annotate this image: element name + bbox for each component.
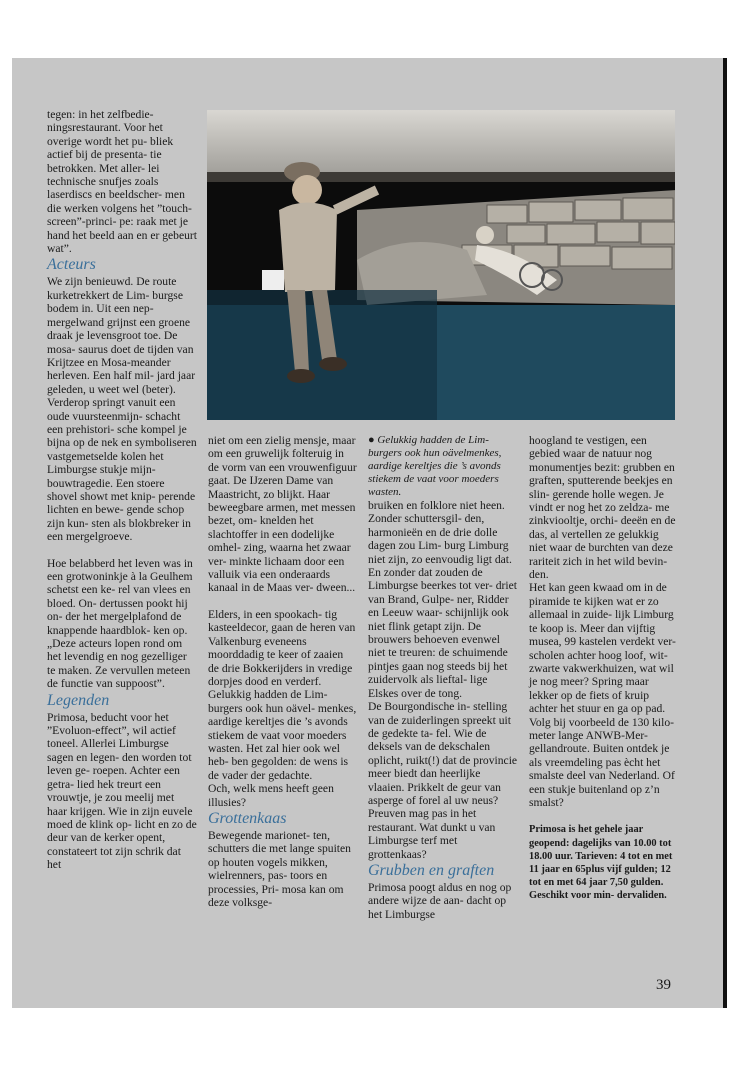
heading-legenden: Legenden bbox=[47, 691, 110, 709]
column-3 bbox=[368, 434, 518, 921]
col2-paragraph-1: niet om een zielig mensje, maar om een gruwelijk folteruig in de vorm van een vrouwenfiguur gaat. De IJzeren Dame van Maastricht, zo blijkt. Haar beweegbare armen, met messen bezet, om- knelden het slachtoffer in een dodelijke omhel- zing, waarna het zwaar ver- minkte lichaam door een valluik via een onderaards kanaal in de Maas ver- dween... bbox=[208, 434, 357, 595]
heading-acteurs: Acteurs bbox=[47, 256, 96, 274]
grottenkaas-paragraph-1: Bewegende marionet- ten, schutters die met lange spuiten op houten vogels mikken, wielrenners, pas- toors en processies, Pri- mosa kan om deze volksge- bbox=[208, 828, 351, 909]
acteurs-paragraph-2: Verderop springt vanuit een oude vuursteenmijn- schacht een prehistori- sche kompel je bijna op de nek en symboliseren vastgemetselde kolen het Limburgse stukje mijn- bouwtragedie. Een stoere shovel showt met knip- perende lichten en bewe- gende schop zijn kun- sten als blokbreker in een mergelgroeve. bbox=[47, 396, 197, 544]
heading-grubben-en-graften: Grubben en graften bbox=[368, 861, 495, 879]
intro-paragraph: tegen: in het zelfbedie- ningsrestaurant. Voor het overige wordt het pu- bliek actief bij de presenta- tie betrokken. Met aller- lei technische snufjes zoals laserdiscs en beeldscher- men die werken volgens het ”touch-screen”-princi- pe: raak met je hand het beeld aan en er gebeurt wat”. bbox=[47, 108, 197, 256]
col2-paragraph-3: Och, welk mens heeft geen illusies? bbox=[208, 782, 334, 809]
column-1 bbox=[47, 108, 197, 872]
col4-paragraph-2: Het kan geen kwaad om in de piramide te kijken wat er zo allemaal in zuide- lijk Limburg te koop is. Meer dan vijftig musea, 99 kastelen verdekt ver- scholen achter hoog loof, wit-zwarte vakwerkhuizen, wat wil je nog meer? Spring maar lekker op de fiets of kruip achter het stuur en ga op pad. Volg bij voorbeeld de 130 kilo- meter lange ANWB-Mer- gellandroute. Buiten ontdek je als vreemdeling pas ècht het smalste deel van Nederland. Of een stukje buitenland op z’n smalst? bbox=[529, 581, 676, 809]
acteurs-paragraph-3: Hoe belabberd het leven was in een grotwoninkje à la Geulhem schetst een ke- rel van vlees en bloed. On- dertussen pookt hij on- der het mergelplafond de knappende haardblok- ken op. „Deze acteurs lopen rond om het levendig en nog gezelliger te maken. Ze vervullen meteen de functie van suppoost”. bbox=[47, 556, 193, 691]
col3-paragraph-2: De Bourgondische in- stelling van de zuiderlingen spreekt uit de gedekte ta- fel. Wie de deksels van de dekschalen oplicht, ruikt(!) dat de provincie meer biedt dan heerlijke vlaaien. Prikkelt de geur van asperge of forel al uw neus? Preuven mag pas in het restaurant. Wat dunkt u van Limburgse terf met grottenkaas? bbox=[368, 700, 518, 861]
col3-paragraph-1: bruiken en folklore niet heen. Zonder schuttersgil- den, harmonieën en de drie dolle dagen zou Lim- burg Limburg niet zijn, zo eenvoudig ligt dat. En zonder dat zouden de Limburgse beerkes tot ver- driet van Brand, Gulpe- ner, Ridder en Leeuw waar- schijnlijk ook niet flink getapt zijn. De brouwers behoeven evenwel niet te treuren: de schuimende pintjes gaan nog steeds bij het zuidervolk als lieftal- lige Elskes over de tong. bbox=[368, 499, 517, 700]
page-number: 39 bbox=[656, 977, 671, 993]
marionette-scene-image bbox=[207, 110, 675, 420]
acteurs-paragraph-1: We zijn benieuwd. De route kurketrekkert de Lim- burgse bodem in. Uit een nep-mergelwand grijnst een groene draak je levensgroot toe. De mosa- saurus doet de tijden van Krijtzee en Mosa-meander herleven. Een half mil- jard jaar geleden, u weet wel (beter). bbox=[47, 275, 196, 396]
legenden-paragraph-1: Primosa, beducht voor het ”Evoluon-effect”, wil actief toneel. Allerlei Limburgse sagen en legen- den worden tot leven ge- roepen. Achter een getra- lied hek treurt een vrouwtje, je zou meelij met haar krijgen. Wie in zijn euvele moed de klink op- licht en zo de deur van de kerker opent, constateert tot zijn schrik dat het bbox=[47, 710, 197, 872]
marionette-photo bbox=[207, 110, 675, 420]
heading-grottenkaas: Grottenkaas bbox=[208, 809, 287, 827]
column-2 bbox=[208, 434, 357, 909]
column-4 bbox=[529, 434, 679, 903]
opening-hours-info: Primosa is het gehele jaar geopend: dagelijks van 10.00 tot 18.00 uur. Tarieven: 4 tot en met 11 jaar en 65plus vijf gulden; 12 tot en met 64 jaar 7,50 gulden. Geschikt voor min- dervaliden. bbox=[529, 824, 673, 902]
page-edge bbox=[723, 58, 727, 1008]
col4-paragraph-1: hoogland te vestigen, een gebied waar de natuur nog monumentjes bezit: grubben en graften, sputterende beekjes en slin- gerende holle wegen. Je vindt er nog het zo zeldza- me zinkviooltje, orchi- deeën en de das, al vertellen ze gelukkig niet waar de burchten van deze rariteit zich in het wild bevin- den. bbox=[529, 434, 676, 582]
grubben-paragraph-1: Primosa poogt aldus en nog op andere wijze de aan- dacht op het Limburgse bbox=[368, 880, 512, 921]
photo-caption: ● Gelukkig hadden de Lim- burgers ook hun oävelmenkes, aardige kereltjes die ’s avonds stiekem de vaat voor moeders wasten. bbox=[368, 434, 502, 498]
col2-paragraph-2: Elders, in een spookach- tig kasteeldecor, gaan de heren van Valkenburg eveneens moorddadig te keer of zaaien de drie Bokkerijders in vredige dorpjes dood en verderf. Gelukkig hadden de Lim- burgers ook hun oävel- menkes, aardige kereltjes die ’s avonds stiekem de vaat voor moeders wasten. Het zal hier ook wel heb- ben gegolden: de wens is de vader der gedachte. bbox=[208, 607, 357, 782]
